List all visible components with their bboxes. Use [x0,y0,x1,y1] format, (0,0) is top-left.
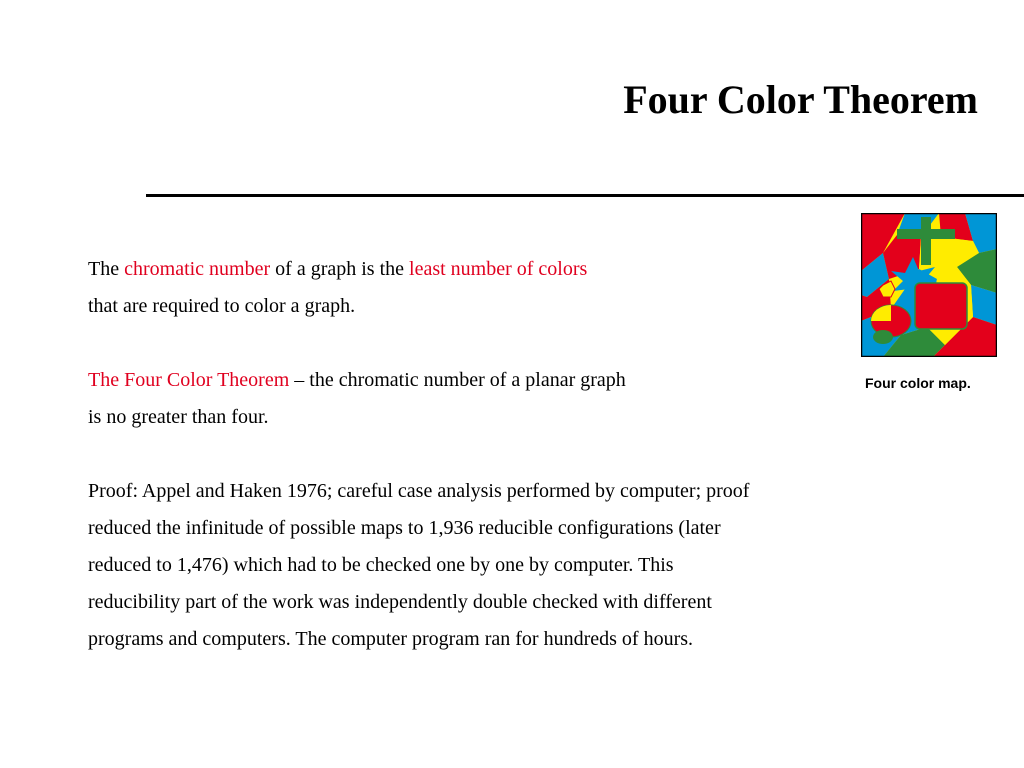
term-least-number-of-colors: least number of colors [409,258,588,280]
proof-line-2: reduced the infinitude of possible maps to 1,936 reducible configurations (later [88,517,721,539]
theorem-line-1 [88,362,626,399]
proof-line-1: Proof: Appel and Haken 1976; careful case analysis performed by computer; proof [88,480,750,502]
title-divider [146,194,1024,197]
four-color-map-image [861,213,997,357]
slide-title: Four Color Theorem [623,77,978,122]
proof-line-5: programs and computers. The computer program ran for hundreds of hours. [88,628,694,650]
definition-text: The [88,258,125,280]
term-four-color-theorem: The Four Color Theorem [88,369,290,391]
proof-line-4: reducibility part of the work was independently double checked with different [88,591,712,613]
theorem-text: – the chromatic number of a planar graph [289,369,626,391]
figure-caption: Four color map. [865,375,971,391]
term-chromatic-number: chromatic number [124,258,271,280]
definition-line-2: that are required to color a graph. [88,295,356,317]
definition-line-1 [88,251,587,288]
proof-line-3: reduced to 1,476) which had to be checked one by one by computer. This [88,554,674,576]
theorem-line-2: is no greater than four. [88,406,269,428]
definition-text: of a graph is the [270,258,410,280]
